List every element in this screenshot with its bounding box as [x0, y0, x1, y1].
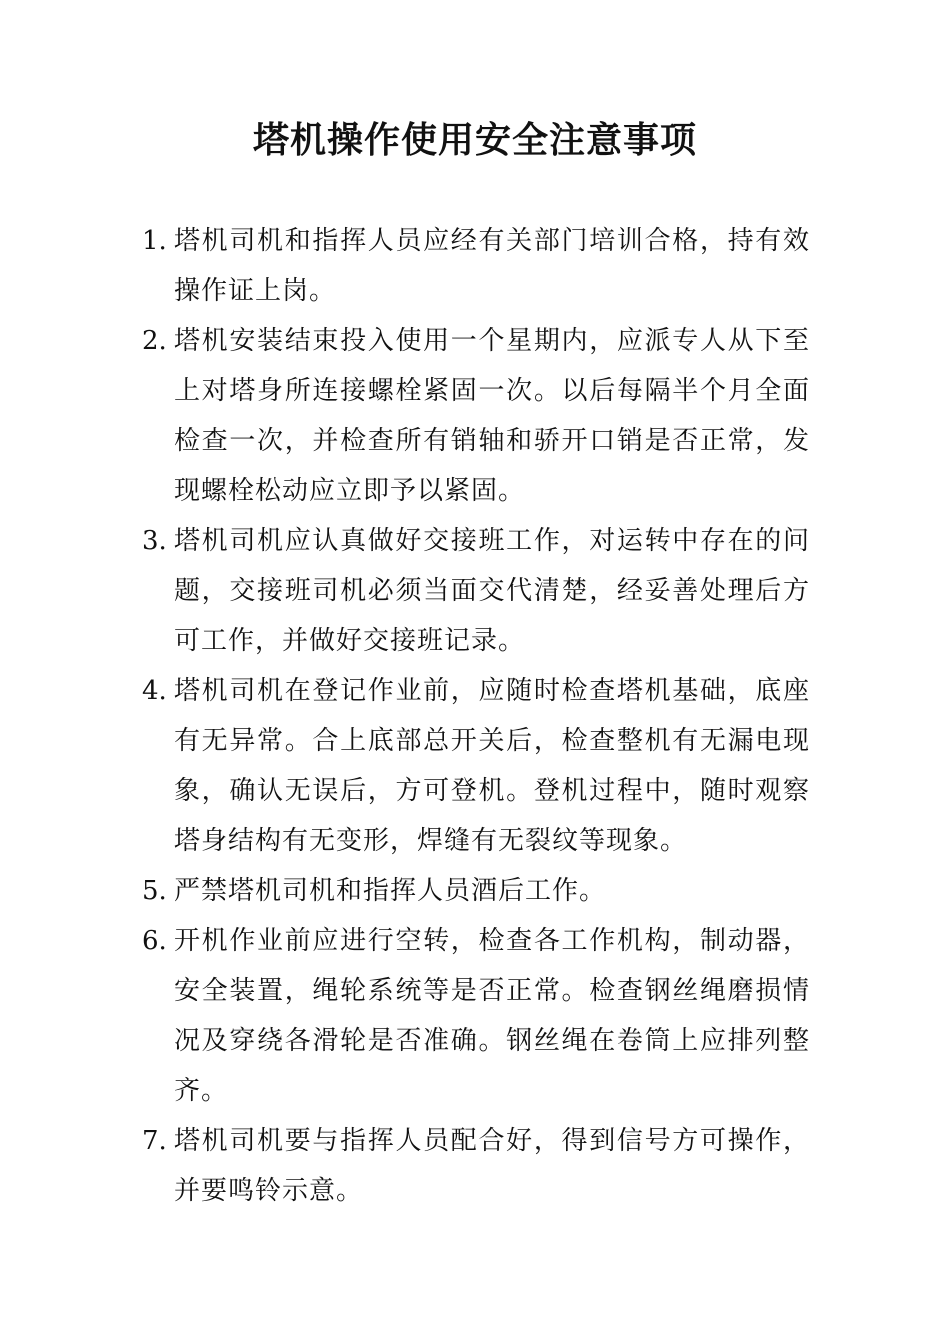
item-text: 塔机司机应认真做好交接班工作，对运转中存在的问题，交接班司机必须当面交代清楚，经妥善处理后方可工作，并做好交接班记录。 — [174, 526, 810, 656]
document-title: 塔机操作使用安全注意事项 — [252, 119, 697, 161]
item-text: 塔机司机要与指挥人员配合好，得到信号方可操作，并要鸣铃示意。 — [174, 1126, 810, 1206]
item-number: 1. — [142, 226, 167, 256]
item-text: 开机作业前应进行空转，检查各工作机构，制动器，安全装置，绳轮系统等是否正常。检查钢丝绳磨损情况及穿绕各滑轮是否准确。钢丝绳在卷筒上应排列整齐。 — [174, 926, 810, 1106]
safety-item-list — [142, 216, 810, 1216]
item-text: 严禁塔机司机和指挥人员酒后工作。 — [174, 876, 607, 906]
item-number: 6. — [142, 926, 167, 956]
list-item — [142, 1116, 810, 1216]
list-item — [142, 866, 810, 916]
item-number: 3. — [142, 526, 167, 556]
list-item — [142, 216, 810, 316]
item-number: 4. — [142, 676, 167, 706]
item-number: 5. — [142, 876, 167, 906]
item-text: 塔机司机在登记作业前，应随时检查塔机基础，底座有无异常。合上底部总开关后，检查整机有无漏电现象，确认无误后，方可登机。登机过程中，随时观察塔身结构有无变形，焊缝有无裂纹等现象。 — [174, 676, 810, 856]
list-item — [142, 666, 810, 866]
list-item — [142, 516, 810, 666]
item-text: 塔机司机和指挥人员应经有关部门培训合格，持有效操作证上岗。 — [174, 226, 810, 306]
list-item — [142, 316, 810, 516]
item-text: 塔机安装结束投入使用一个星期内，应派专人从下至上对塔身所连接螺栓紧固一次。以后每隔半个月全面检查一次，并检查所有销轴和骄开口销是否正常，发现螺栓松动应立即予以紧固。 — [174, 326, 810, 506]
item-number: 7. — [142, 1126, 167, 1156]
list-item — [142, 916, 810, 1116]
item-number: 2. — [142, 326, 167, 356]
